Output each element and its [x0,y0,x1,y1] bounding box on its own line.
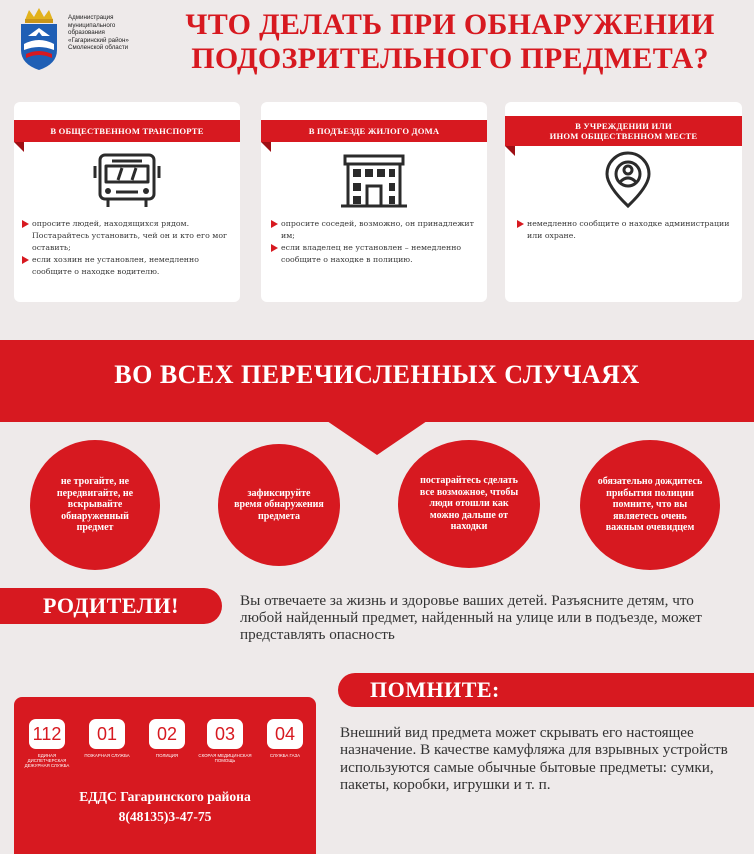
page-title-line-2: ПОДОЗРИТЕЛЬНОГО ПРЕДМЕТА? [191,42,709,75]
ribbon-fold [261,142,271,152]
org-line: образования [68,29,105,37]
edds-service-name: ЕДДС Гагаринского района [79,789,251,804]
ribbon-fold [14,142,24,152]
remember-text: Внешний вид предмета может скрывать его настоящее назначение. В качестве камуфляжа для взрывных устройств используются самые обычные бытовые предметы: сумки, пакеты, коробки, игрушки и т. п. [340,724,728,794]
card-bullets [517,218,735,242]
remember-label: ПОМНИТЕ: [338,673,754,707]
arrow-bullet-icon [517,220,524,228]
parents-text: Вы отвечаете за жизнь и здоровье ваших детей. Разъясните детям, что любой найденный предмет, найденный на улице или в подъезде, может представлять опасность [240,592,702,643]
bus-icon [92,150,162,212]
parents-label: РОДИТЕЛИ! [0,588,222,624]
card-ribbon: В ПОДЪЕЗДЕ ЖИЛОГО ДОМА [261,120,487,142]
emergency-numbers-panel [14,697,316,854]
arrow-bullet-icon [22,220,29,228]
location-person-icon [593,150,663,212]
apartment-building-icon [339,150,409,212]
emergency-number-label: СКОРАЯ МЕДИЦИНСКАЯ ПОМОЩЬ [198,753,252,764]
list-item [22,218,236,254]
list-item [517,218,735,242]
list-item [271,242,481,266]
instruction-circle [218,444,340,566]
band-pointer-arrow [327,421,427,455]
instruction-circle [580,440,720,570]
list-item [271,218,481,242]
card-bullets [271,218,481,266]
emergency-number: 04 [267,719,303,749]
card-ribbon-line: В УЧРЕЖДЕНИИ ИЛИ [575,121,672,131]
bullet-text: немедленно сообщите о находке администрации или охране. [527,219,730,240]
card-ribbon: В ОБЩЕСТВЕННОМ ТРАНСПОРТЕ [14,120,240,142]
emergency-number-label: ЕДИНАЯ ДИСПЕТЧЕРСКАЯ ДЕЖУРНАЯ СЛУЖБА [24,753,70,769]
bullet-text: если хозяин не установлен, немедленно сообщите о находке водителю. [32,255,199,276]
instruction-text: обязательно дождитесь прибытия полиции помните, что вы являетесь очень важным очевидцем [597,476,703,534]
org-line: «Гагаринский район» [68,36,129,44]
instruction-circle [30,440,160,570]
org-line: Администрация [68,14,114,21]
emergency-number-item [198,719,252,763]
arrow-bullet-icon [271,220,278,228]
arrow-bullet-icon [271,244,278,252]
emergency-number-label: ПОЖАРНАЯ СЛУЖБА [84,753,130,758]
emergency-number: 03 [207,719,243,749]
instruction-text: не трогайте, не передвигайте, не вскрывайте обнаруженный предмет [56,476,134,534]
list-item [22,254,236,278]
bullet-text: опросите людей, находящихся рядом. Постарайтесь установить, чей он и кто его мог оставить; [32,219,228,252]
card-bullets [22,218,236,278]
bullet-text: если владелец не установлен – немедленно сообщите о находке в полицию. [281,243,462,264]
instruction-circle [398,440,540,568]
card-public-institution [505,102,742,302]
ribbon-fold [505,146,515,156]
emergency-number-item [140,719,194,758]
organization-name [68,14,160,52]
emergency-number: 01 [89,719,125,749]
emergency-number-item [80,719,134,758]
page-title-line-1: ЧТО ДЕЛАТЬ ПРИ ОБНАРУЖЕНИИ [185,8,715,41]
coat-of-arms-icon [16,6,62,72]
instruction-text: зафиксируйте время обнаружения предмета [234,487,324,522]
instruction-text: постарайтесь сделать все возможное, чтобы люди отошли как можно дальше от находки [419,475,519,533]
org-line: Смоленской области [68,44,129,52]
card-ribbon [505,116,742,146]
emergency-number-item [258,719,312,758]
emergency-number: 02 [149,719,185,749]
emergency-number-label: СЛУЖБА ГАЗА [269,753,301,758]
header-logo-block [10,4,160,76]
arrow-bullet-icon [22,256,29,264]
card-residential-entrance [261,102,487,302]
emergency-number-item [20,719,74,769]
card-public-transport [14,102,240,302]
emergency-number-label: ПОЛИЦИЯ [155,753,179,758]
all-cases-title: ВО ВСЕХ ПЕРЕЧИСЛЕННЫХ СЛУЧАЯХ [114,360,640,389]
edds-phone-number: 8(48135)3-47-75 [118,809,212,824]
card-ribbon-line: ИНОМ ОБЩЕСТВЕННОМ МЕСТЕ [549,131,698,141]
bullet-text: опросите соседей, возможно, он принадлежит им; [281,219,474,240]
emergency-number: 112 [29,719,65,749]
page-title [150,8,750,76]
org-line: муниципального [68,21,116,29]
